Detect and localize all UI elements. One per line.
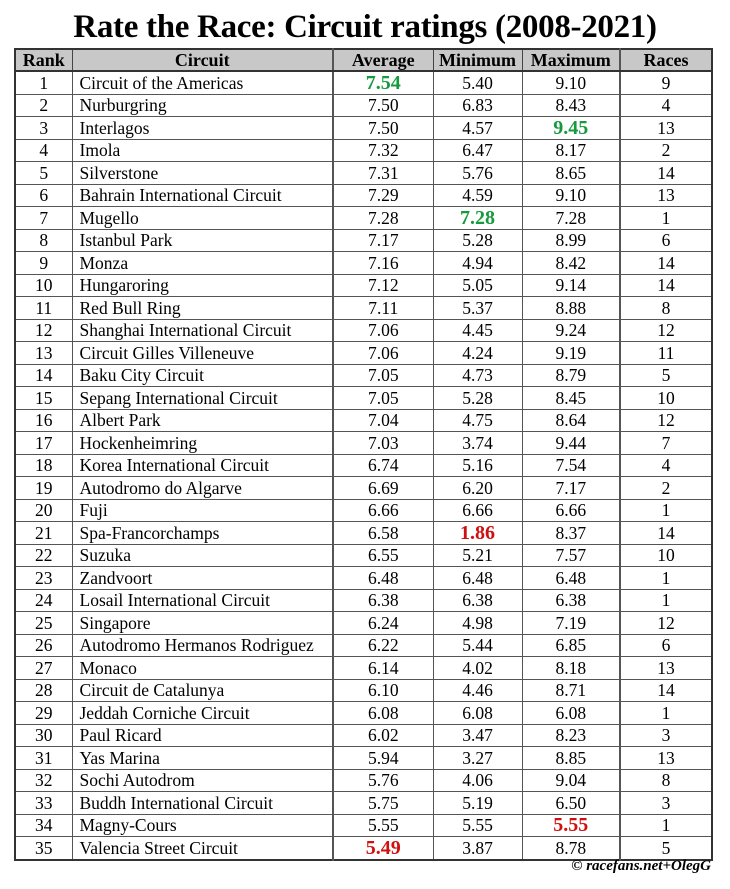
average-cell: 6.10	[333, 679, 433, 702]
races-cell: 11	[620, 342, 712, 365]
maximum-cell: 8.45	[522, 387, 620, 410]
average-cell: 6.14	[333, 657, 433, 680]
average-cell: 7.50	[333, 117, 433, 140]
races-cell: 6	[620, 229, 712, 252]
table-row	[15, 252, 712, 275]
average-cell: 7.11	[333, 297, 433, 320]
table-row	[15, 679, 712, 702]
circuit-cell: Imola	[72, 139, 333, 162]
minimum-cell: 5.05	[433, 274, 522, 297]
maximum-cell: 7.57	[522, 544, 620, 567]
rank-cell: 22	[15, 544, 72, 567]
minimum-cell: 5.19	[433, 792, 522, 815]
minimum-cell: 5.16	[433, 454, 522, 477]
table-row	[15, 567, 712, 590]
maximum-cell: 8.85	[522, 747, 620, 770]
maximum-cell: 8.71	[522, 679, 620, 702]
minimum-cell: 4.24	[433, 342, 522, 365]
table-row	[15, 769, 712, 792]
rank-cell: 7	[15, 207, 72, 230]
circuit-cell: Interlagos	[72, 117, 333, 140]
races-cell: 4	[620, 454, 712, 477]
average-cell: 6.66	[333, 499, 433, 522]
maximum-cell: 9.19	[522, 342, 620, 365]
table-row	[15, 139, 712, 162]
maximum-cell: 6.85	[522, 634, 620, 657]
rank-cell: 32	[15, 769, 72, 792]
rank-cell: 2	[15, 94, 72, 117]
table-row	[15, 657, 712, 680]
minimum-cell: 5.28	[433, 229, 522, 252]
circuit-cell: Korea International Circuit	[72, 454, 333, 477]
ratings-table	[14, 48, 713, 861]
table-row	[15, 364, 712, 387]
rank-cell: 27	[15, 657, 72, 680]
races-cell: 14	[620, 274, 712, 297]
circuit-cell: Bahrain International Circuit	[72, 184, 333, 207]
circuit-cell: Hungaroring	[72, 274, 333, 297]
average-cell: 7.04	[333, 409, 433, 432]
races-cell: 7	[620, 432, 712, 455]
maximum-cell: 9.44	[522, 432, 620, 455]
races-cell: 14	[620, 679, 712, 702]
circuit-cell: Autodromo Hermanos Rodriguez	[72, 634, 333, 657]
maximum-cell: 7.54	[522, 454, 620, 477]
races-cell: 4	[620, 94, 712, 117]
maximum-cell: 6.48	[522, 567, 620, 590]
races-cell: 1	[620, 567, 712, 590]
maximum-cell: 8.43	[522, 94, 620, 117]
minimum-cell: 4.02	[433, 657, 522, 680]
minimum-cell: 5.40	[433, 71, 522, 94]
rank-cell: 29	[15, 702, 72, 725]
average-cell: 7.16	[333, 252, 433, 275]
average-cell: 7.50	[333, 94, 433, 117]
rank-cell: 15	[15, 387, 72, 410]
table-row	[15, 274, 712, 297]
maximum-cell: 7.17	[522, 477, 620, 500]
rank-cell: 28	[15, 679, 72, 702]
table-row	[15, 94, 712, 117]
circuit-cell: Nurburgring	[72, 94, 333, 117]
maximum-cell: 9.10	[522, 71, 620, 94]
minimum-cell-best: 7.28	[433, 207, 522, 230]
page-title: Rate the Race: Circuit ratings (2008-2021)	[73, 9, 657, 45]
rank-cell: 8	[15, 229, 72, 252]
minimum-cell: 4.75	[433, 409, 522, 432]
maximum-cell: 8.64	[522, 409, 620, 432]
circuit-cell: Jeddah Corniche Circuit	[72, 702, 333, 725]
circuit-cell: Shanghai International Circuit	[72, 319, 333, 342]
column-header-races: Races	[620, 49, 712, 71]
circuit-cell: Losail International Circuit	[72, 589, 333, 612]
table-row	[15, 499, 712, 522]
table-row	[15, 432, 712, 455]
circuit-cell: Monza	[72, 252, 333, 275]
races-cell: 12	[620, 319, 712, 342]
minimum-cell: 4.59	[433, 184, 522, 207]
minimum-cell: 5.44	[433, 634, 522, 657]
column-header-minimum: Minimum	[433, 49, 522, 71]
minimum-cell: 6.38	[433, 589, 522, 612]
maximum-cell: 8.37	[522, 522, 620, 545]
table-row	[15, 297, 712, 320]
races-cell: 8	[620, 297, 712, 320]
races-cell: 13	[620, 657, 712, 680]
races-cell: 1	[620, 499, 712, 522]
average-cell: 6.02	[333, 724, 433, 747]
column-header-rank: Rank	[15, 49, 72, 71]
maximum-cell: 6.50	[522, 792, 620, 815]
table-body	[15, 71, 712, 860]
rank-cell: 33	[15, 792, 72, 815]
circuit-cell: Autodromo do Algarve	[72, 477, 333, 500]
average-cell: 6.24	[333, 612, 433, 635]
average-cell: 5.75	[333, 792, 433, 815]
maximum-cell: 9.04	[522, 769, 620, 792]
average-cell: 6.55	[333, 544, 433, 567]
minimum-cell: 4.06	[433, 769, 522, 792]
table-row	[15, 544, 712, 567]
average-cell: 5.76	[333, 769, 433, 792]
races-cell: 5	[620, 837, 712, 860]
races-cell: 14	[620, 522, 712, 545]
rank-cell: 21	[15, 522, 72, 545]
average-cell: 7.28	[333, 207, 433, 230]
rank-cell: 30	[15, 724, 72, 747]
circuit-cell: Buddh International Circuit	[72, 792, 333, 815]
circuit-cell: Sepang International Circuit	[72, 387, 333, 410]
rank-cell: 25	[15, 612, 72, 635]
table-row	[15, 229, 712, 252]
races-cell: 1	[620, 589, 712, 612]
rank-cell: 19	[15, 477, 72, 500]
table-row	[15, 342, 712, 365]
circuit-cell: Fuji	[72, 499, 333, 522]
rank-cell: 24	[15, 589, 72, 612]
rank-cell: 16	[15, 409, 72, 432]
minimum-cell-worst: 1.86	[433, 522, 522, 545]
races-cell: 13	[620, 184, 712, 207]
rank-cell: 12	[15, 319, 72, 342]
rank-cell: 6	[15, 184, 72, 207]
circuit-cell: Red Bull Ring	[72, 297, 333, 320]
copyright-credit: © racefans.net+OlegG	[571, 858, 711, 874]
table-row	[15, 162, 712, 185]
rank-cell: 23	[15, 567, 72, 590]
races-cell: 12	[620, 612, 712, 635]
rank-cell: 1	[15, 71, 72, 94]
minimum-cell: 6.20	[433, 477, 522, 500]
maximum-cell: 8.65	[522, 162, 620, 185]
average-cell: 6.48	[333, 567, 433, 590]
maximum-cell: 8.23	[522, 724, 620, 747]
average-cell: 7.06	[333, 342, 433, 365]
races-cell: 13	[620, 117, 712, 140]
table-row	[15, 724, 712, 747]
maximum-cell: 6.66	[522, 499, 620, 522]
average-cell: 7.12	[333, 274, 433, 297]
table-row	[15, 319, 712, 342]
average-cell: 6.08	[333, 702, 433, 725]
minimum-cell: 3.47	[433, 724, 522, 747]
rank-cell: 35	[15, 837, 72, 860]
average-cell: 7.17	[333, 229, 433, 252]
table-row	[15, 634, 712, 657]
maximum-cell: 6.38	[522, 589, 620, 612]
rank-cell: 11	[15, 297, 72, 320]
rank-cell: 13	[15, 342, 72, 365]
maximum-cell: 9.14	[522, 274, 620, 297]
minimum-cell: 6.66	[433, 499, 522, 522]
maximum-cell-best: 9.45	[522, 117, 620, 140]
maximum-cell-worst: 5.55	[522, 814, 620, 837]
races-cell: 14	[620, 252, 712, 275]
circuit-cell: Mugello	[72, 207, 333, 230]
rank-cell: 34	[15, 814, 72, 837]
rank-cell: 9	[15, 252, 72, 275]
average-cell: 7.05	[333, 387, 433, 410]
maximum-cell: 8.17	[522, 139, 620, 162]
column-header-maximum: Maximum	[522, 49, 620, 71]
rank-cell: 5	[15, 162, 72, 185]
races-cell: 1	[620, 702, 712, 725]
minimum-cell: 4.57	[433, 117, 522, 140]
maximum-cell: 9.10	[522, 184, 620, 207]
races-cell: 14	[620, 162, 712, 185]
minimum-cell: 6.47	[433, 139, 522, 162]
circuit-cell: Sochi Autodrom	[72, 769, 333, 792]
circuit-cell: Yas Marina	[72, 747, 333, 770]
minimum-cell: 5.55	[433, 814, 522, 837]
table-row	[15, 589, 712, 612]
maximum-cell: 7.28	[522, 207, 620, 230]
minimum-cell: 5.37	[433, 297, 522, 320]
maximum-cell: 7.19	[522, 612, 620, 635]
ratings-table-container	[14, 48, 711, 861]
table-row	[15, 117, 712, 140]
minimum-cell: 4.45	[433, 319, 522, 342]
minimum-cell: 3.74	[433, 432, 522, 455]
average-cell: 5.94	[333, 747, 433, 770]
minimum-cell: 5.28	[433, 387, 522, 410]
table-row	[15, 71, 712, 94]
races-cell: 6	[620, 634, 712, 657]
rank-cell: 26	[15, 634, 72, 657]
average-cell: 6.69	[333, 477, 433, 500]
header-row	[15, 49, 712, 71]
circuit-cell: Albert Park	[72, 409, 333, 432]
circuit-cell: Baku City Circuit	[72, 364, 333, 387]
circuit-cell: Spa-Francorchamps	[72, 522, 333, 545]
maximum-cell: 8.42	[522, 252, 620, 275]
rank-cell: 10	[15, 274, 72, 297]
table-row	[15, 702, 712, 725]
average-cell: 7.32	[333, 139, 433, 162]
minimum-cell: 6.48	[433, 567, 522, 590]
races-cell: 1	[620, 207, 712, 230]
maximum-cell: 8.88	[522, 297, 620, 320]
rank-cell: 20	[15, 499, 72, 522]
minimum-cell: 3.27	[433, 747, 522, 770]
table-row	[15, 747, 712, 770]
minimum-cell: 4.98	[433, 612, 522, 635]
rank-cell: 3	[15, 117, 72, 140]
races-cell: 3	[620, 792, 712, 815]
table-row	[15, 454, 712, 477]
average-cell: 7.29	[333, 184, 433, 207]
minimum-cell: 4.46	[433, 679, 522, 702]
circuit-cell: Circuit Gilles Villeneuve	[72, 342, 333, 365]
column-header-circuit: Circuit	[72, 49, 333, 71]
table-row	[15, 477, 712, 500]
circuit-cell: Zandvoort	[72, 567, 333, 590]
circuit-cell: Suzuka	[72, 544, 333, 567]
races-cell: 10	[620, 387, 712, 410]
circuit-cell: Silverstone	[72, 162, 333, 185]
races-cell: 2	[620, 477, 712, 500]
circuit-cell: Circuit de Catalunya	[72, 679, 333, 702]
minimum-cell: 5.76	[433, 162, 522, 185]
races-cell: 12	[620, 409, 712, 432]
average-cell: 5.55	[333, 814, 433, 837]
table-row	[15, 522, 712, 545]
races-cell: 5	[620, 364, 712, 387]
maximum-cell: 9.24	[522, 319, 620, 342]
rank-cell: 4	[15, 139, 72, 162]
table-row	[15, 387, 712, 410]
circuit-cell: Valencia Street Circuit	[72, 837, 333, 860]
average-cell: 6.22	[333, 634, 433, 657]
races-cell: 1	[620, 814, 712, 837]
table-row	[15, 814, 712, 837]
average-cell: 7.06	[333, 319, 433, 342]
table-row	[15, 409, 712, 432]
average-cell: 6.38	[333, 589, 433, 612]
races-cell: 13	[620, 747, 712, 770]
table-row	[15, 612, 712, 635]
average-cell: 6.74	[333, 454, 433, 477]
table-row	[15, 837, 712, 860]
maximum-cell: 8.99	[522, 229, 620, 252]
circuit-cell: Magny-Cours	[72, 814, 333, 837]
maximum-cell: 8.78	[522, 837, 620, 860]
rank-cell: 14	[15, 364, 72, 387]
minimum-cell: 3.87	[433, 837, 522, 860]
minimum-cell: 4.94	[433, 252, 522, 275]
minimum-cell: 5.21	[433, 544, 522, 567]
races-cell: 3	[620, 724, 712, 747]
minimum-cell: 4.73	[433, 364, 522, 387]
circuit-cell: Hockenheimring	[72, 432, 333, 455]
races-cell: 10	[620, 544, 712, 567]
table-row	[15, 184, 712, 207]
average-cell: 6.58	[333, 522, 433, 545]
minimum-cell: 6.83	[433, 94, 522, 117]
maximum-cell: 8.18	[522, 657, 620, 680]
average-cell: 7.05	[333, 364, 433, 387]
races-cell: 9	[620, 71, 712, 94]
average-cell-best: 7.54	[333, 71, 433, 94]
maximum-cell: 8.79	[522, 364, 620, 387]
races-cell: 2	[620, 139, 712, 162]
table-row	[15, 792, 712, 815]
circuit-cell: Monaco	[72, 657, 333, 680]
maximum-cell: 6.08	[522, 702, 620, 725]
average-cell: 7.31	[333, 162, 433, 185]
rank-cell: 17	[15, 432, 72, 455]
rank-cell: 18	[15, 454, 72, 477]
average-cell: 7.03	[333, 432, 433, 455]
table-row	[15, 207, 712, 230]
circuit-cell: Singapore	[72, 612, 333, 635]
column-header-average: Average	[333, 49, 433, 71]
average-cell-worst: 5.49	[333, 837, 433, 860]
rank-cell: 31	[15, 747, 72, 770]
circuit-cell: Istanbul Park	[72, 229, 333, 252]
minimum-cell: 6.08	[433, 702, 522, 725]
circuit-cell: Paul Ricard	[72, 724, 333, 747]
circuit-cell: Circuit of the Americas	[72, 71, 333, 94]
races-cell: 8	[620, 769, 712, 792]
